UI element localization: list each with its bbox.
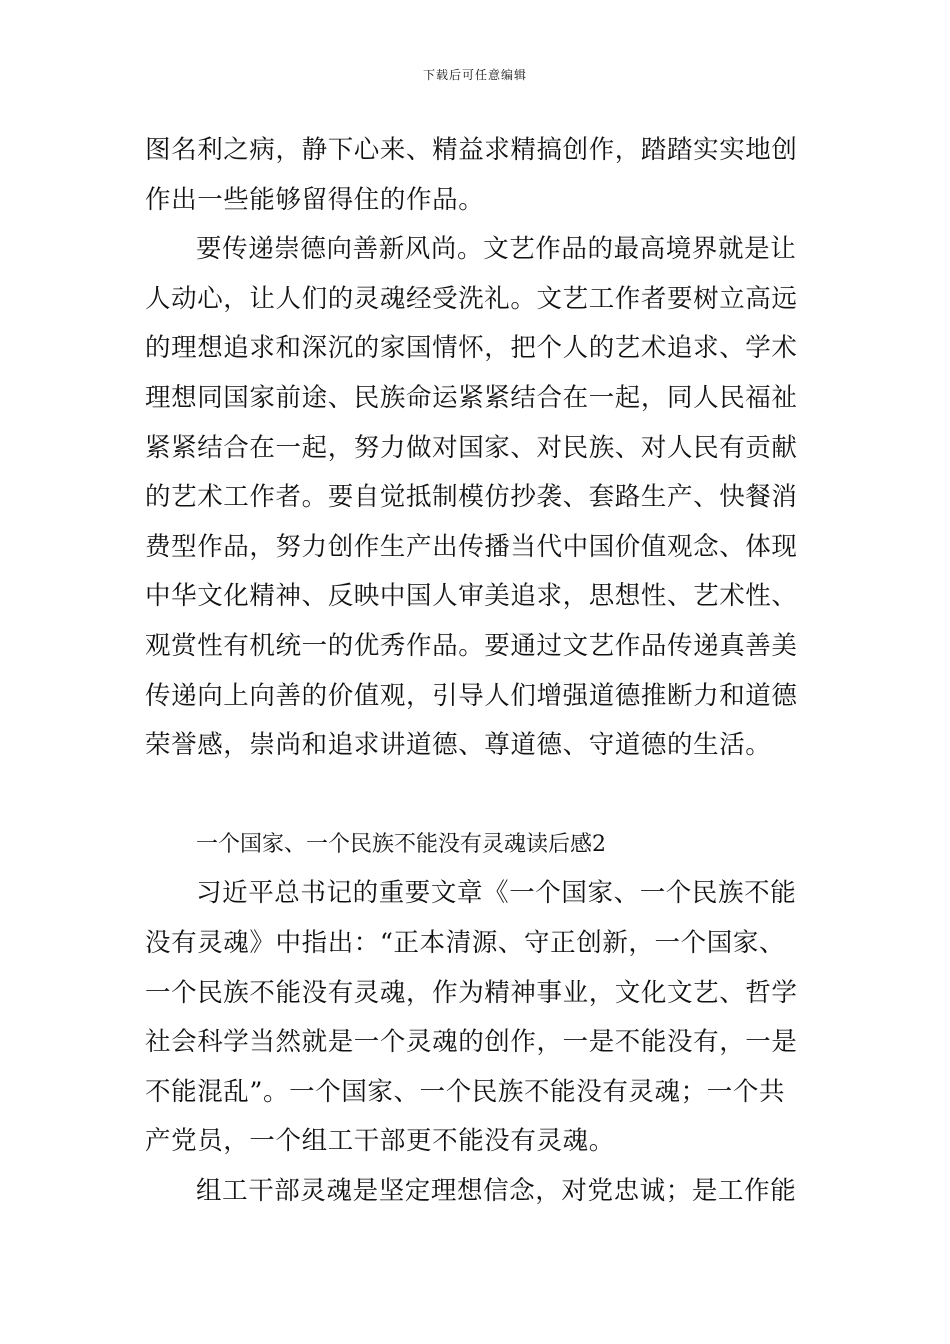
text-line: 的艺术工作者。要自觉抵制模仿抄袭、套路生产、快餐消 [145,482,798,513]
page-header: 下载后可任意编辑 [422,68,527,82]
paragraph-4 [145,1167,813,1217]
text-line: 荣誉感，崇尚和追求讲道德、尊道德、守道德的生活。 [145,730,772,761]
text-line: 紧紧结合在一起，努力做对国家、对民族、对人民有贡献 [145,432,798,463]
text-line: 图名利之病，静下心来、精益求精搞创作，踏踏实实地创 [145,135,798,165]
text-line: 中华文化精神、反映中国人审美追求，思想性、艺术性、 [145,581,798,612]
text-line: 社会科学当然就是一个灵魂的创作，一是不能没有，一是 [145,1027,798,1058]
paragraph-1 [145,126,813,225]
text-line: 不能混乱”。一个国家、一个民族不能没有灵魂；一个共 [145,1076,786,1107]
paragraph-2 [145,225,813,771]
document-body [145,126,813,1216]
text-line: 观赏性有机统一的优秀作品。要通过文艺作品传递真善美 [145,630,798,661]
text-line: 要传递崇德向善新风尚。文艺作品的最高境界就是让 [196,234,797,265]
text-line: 理想同国家前途、民族命运紧紧结合在一起，同人民福祉 [145,382,798,413]
section-title: 一个国家、一个民族不能没有灵魂读后感2 [196,831,606,857]
text-line: 一个民族不能没有灵魂，作为精神事业，文化文艺、哲学 [145,977,798,1008]
text-line: 作出一些能够留得住的作品。 [145,184,485,215]
paragraph-3 [145,869,813,1167]
text-line: 没有灵魂》中指出：“正本清源、守正创新，一个国家、 [145,927,786,958]
text-line: 传递向上向善的价值观，引导人们增强道德推断力和道德 [145,680,798,711]
text-line: 组工干部灵魂是坚定理想信念，对党忠诚；是工作能 [196,1175,797,1206]
text-line: 的理想追求和深沉的家国情怀，把个人的艺术追求、学术 [145,333,798,364]
text-line: 产党员，一个组工干部更不能没有灵魂。 [145,1126,615,1157]
text-line: 习近平总书记的重要文章《一个国家、一个民族不能 [196,878,797,909]
text-line: 费型作品，努力创作生产出传播当代中国价值观念、体现 [145,531,798,562]
text-line: 人动心，让人们的灵魂经受洗礼。文艺工作者要树立高远 [145,283,798,314]
